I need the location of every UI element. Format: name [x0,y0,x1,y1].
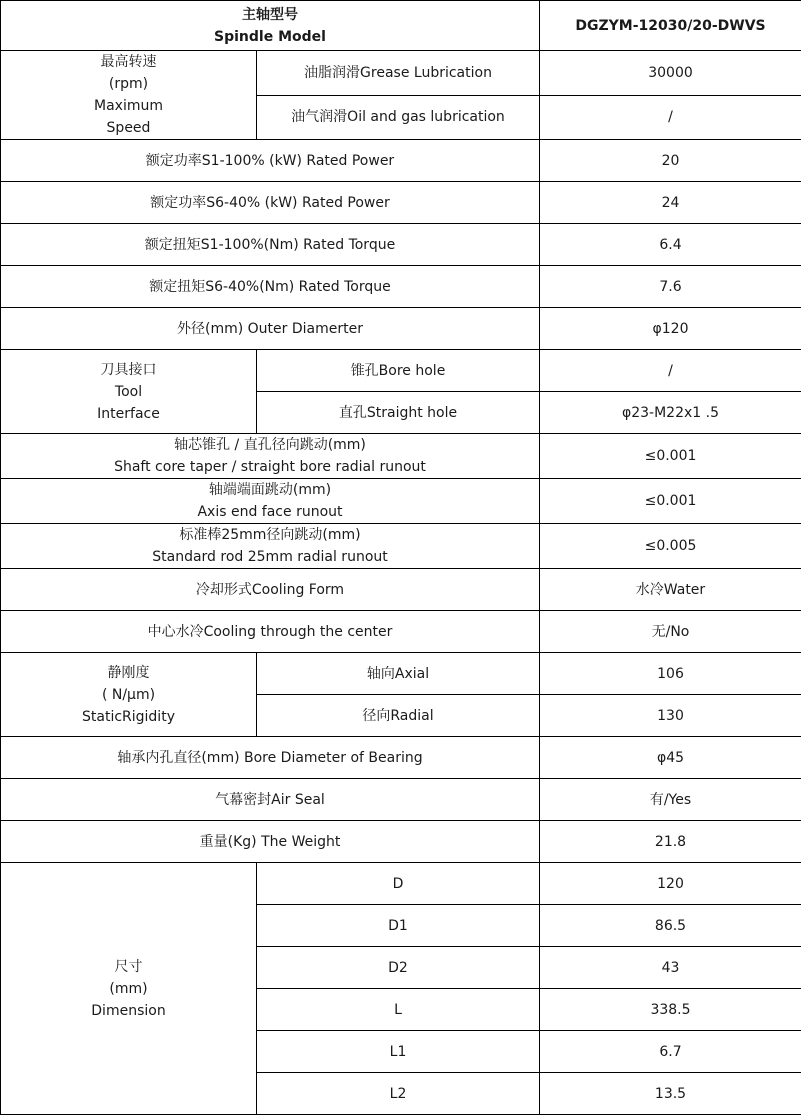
bearing-bore-value: φ45 [540,737,801,779]
dimension-d2-value: 43 [540,947,801,989]
rated-power-s6-label: 额定功率S6-40% (kW) Rated Power [1,182,540,224]
straight-hole-label: 直孔Straight hole [257,392,540,434]
dimension-l1-value: 6.7 [540,1031,801,1073]
spindle-model-label-cn: 主轴型号 [5,4,535,26]
table-row [1,569,801,611]
axis-end-runout-label-cn: 轴端端面跳动(mm) [5,479,535,501]
straight-hole-value: φ23-M22x1 .5 [540,392,801,434]
max-speed-label-en-2: Speed [5,117,252,139]
bearing-bore-label: 轴承内孔直径(mm) Bore Diameter of Bearing [1,737,540,779]
air-seal-value: 有/Yes [540,779,801,821]
spindle-model-label [1,1,540,51]
radial-value: 130 [540,695,801,737]
table-row [1,140,801,182]
table-row [1,224,801,266]
max-speed-label-unit: (rpm) [5,73,252,95]
oilgas-lubrication-value: / [540,95,801,140]
table-row [1,308,801,350]
outer-diameter-value: φ120 [540,308,801,350]
standard-rod-runout-label-en: Standard rod 25mm radial runout [5,546,535,568]
dimension-d-value: 120 [540,863,801,905]
static-rigidity-label-cn: 静刚度 [5,662,252,684]
table-row [1,182,801,224]
axis-end-runout-label-en: Axis end face runout [5,501,535,523]
rated-power-s1-value: 20 [540,140,801,182]
grease-lubrication-value: 30000 [540,51,801,96]
rated-torque-s6-label: 额定扭矩S6-40%(Nm) Rated Torque [1,266,540,308]
dimension-d1-value: 86.5 [540,905,801,947]
dimension-l2-label: L2 [257,1073,540,1115]
cooling-form-label: 冷却形式Cooling Form [1,569,540,611]
max-speed-grease-row [1,51,801,96]
standard-rod-runout-value: ≤0.005 [540,524,801,569]
rated-torque-s1-value: 6.4 [540,224,801,266]
standard-rod-runout-label-cn: 标准棒25mm径向跳动(mm) [5,524,535,546]
dimension-l-value: 338.5 [540,989,801,1031]
rigidity-axial-row [1,653,801,695]
dimension-l-label: L [257,989,540,1031]
dimension-label-cn: 尺寸 [5,956,252,978]
dimension-label-unit: (mm) [5,978,252,1000]
tool-interface-label [1,350,257,434]
table-row [1,779,801,821]
shaft-core-runout-label-cn: 轴芯锥孔 / 直孔径向跳动(mm) [5,434,535,456]
rated-torque-s1-label: 额定扭矩S1-100%(Nm) Rated Torque [1,224,540,266]
table-row [1,524,801,569]
tool-interface-bore-row [1,350,801,392]
dimension-label-en: Dimension [5,1000,252,1022]
spindle-model-label-en: Spindle Model [5,26,535,48]
standard-rod-runout-label [1,524,540,569]
radial-label: 径向Radial [257,695,540,737]
weight-label: 重量(Kg) The Weight [1,821,540,863]
header-row [1,1,801,51]
static-rigidity-label-unit: ( N/μm) [5,684,252,706]
center-cooling-value: 无/No [540,611,801,653]
rated-power-s6-value: 24 [540,182,801,224]
table-row [1,434,801,479]
max-speed-label [1,51,257,140]
axial-value: 106 [540,653,801,695]
table-row [1,479,801,524]
static-rigidity-label-en: StaticRigidity [5,706,252,728]
dimension-label [1,863,257,1115]
rated-torque-s6-value: 7.6 [540,266,801,308]
rated-power-s1-label: 额定功率S1-100% (kW) Rated Power [1,140,540,182]
dimension-row-d [1,863,801,905]
spindle-model-value: DGZYM-12030/20-DWVS [540,1,801,51]
center-cooling-label: 中心水冷Cooling through the center [1,611,540,653]
dimension-d2-label: D2 [257,947,540,989]
axis-end-runout-value: ≤0.001 [540,479,801,524]
outer-diameter-label: 外径(mm) Outer Diamerter [1,308,540,350]
shaft-core-runout-label [1,434,540,479]
axial-label: 轴向Axial [257,653,540,695]
table-row [1,611,801,653]
grease-lubrication-label: 油脂润滑Grease Lubrication [257,51,540,96]
table-row [1,737,801,779]
dimension-d-label: D [257,863,540,905]
dimension-l1-label: L1 [257,1031,540,1073]
max-speed-label-en-1: Maximum [5,95,252,117]
weight-value: 21.8 [540,821,801,863]
bore-hole-value: / [540,350,801,392]
dimension-l2-value: 13.5 [540,1073,801,1115]
bore-hole-label: 锥孔Bore hole [257,350,540,392]
shaft-core-runout-label-en: Shaft core taper / straight bore radial runout [5,456,535,478]
tool-interface-label-en-2: Interface [5,403,252,425]
table-row [1,821,801,863]
cooling-form-value: 水冷Water [540,569,801,611]
dimension-d1-label: D1 [257,905,540,947]
static-rigidity-label [1,653,257,737]
tool-interface-label-en-1: Tool [5,381,252,403]
axis-end-runout-label [1,479,540,524]
tool-interface-label-cn: 刀具接口 [5,359,252,381]
oilgas-lubrication-label: 油气润滑Oil and gas lubrication [257,95,540,140]
max-speed-label-cn: 最高转速 [5,51,252,73]
table-row [1,266,801,308]
shaft-core-runout-value: ≤0.001 [540,434,801,479]
air-seal-label: 气幕密封Air Seal [1,779,540,821]
